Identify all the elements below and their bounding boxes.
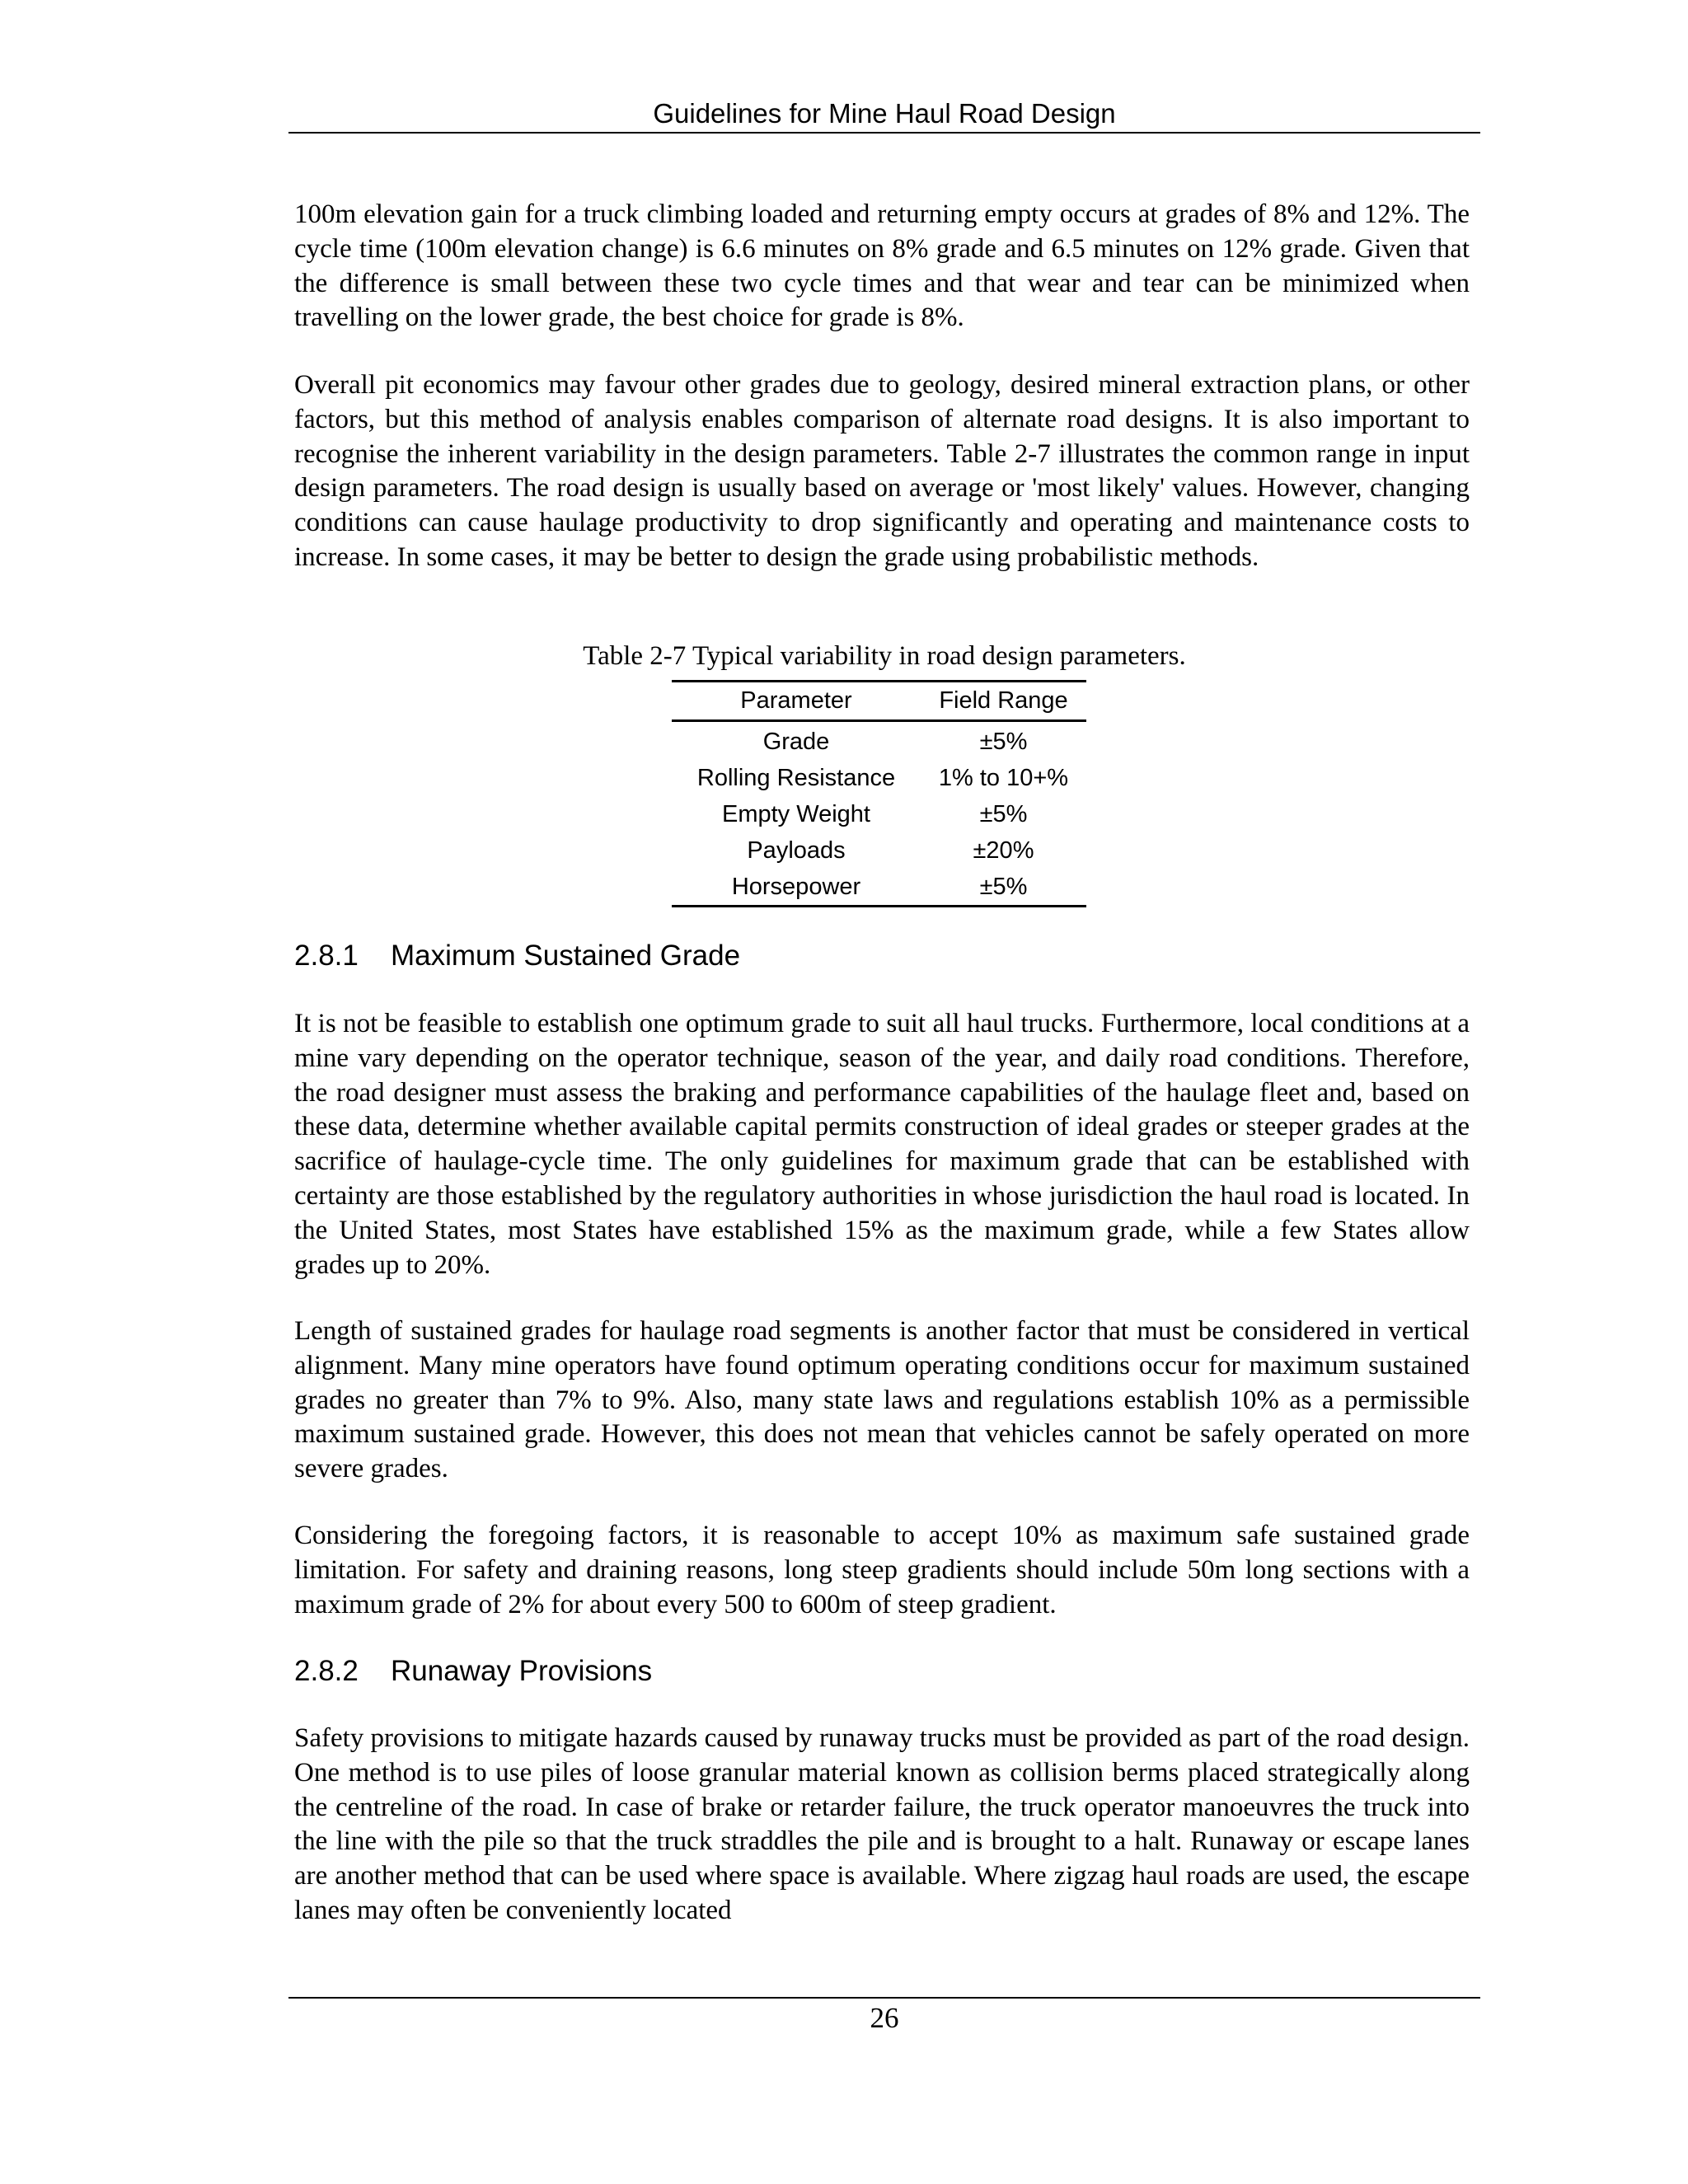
- table-cell: Grade: [762, 728, 830, 755]
- body-paragraph: Length of sustained grades for haulage road segments is another factor that must be considered in vertical alignment. Many mine operators have found optimum operating conditions occur for maximum sustained grades no greater than 7% to 9%. Also, many state laws and regulations establish 10% as a permissible maximum sustained grade. However, this does not mean that vehicles cannot be safely operated on more severe grades.: [294, 1316, 1470, 1484]
- page-number: 26: [870, 2002, 899, 2034]
- section-heading-2-8-1: [294, 938, 740, 974]
- section-number: 2.8.1: [294, 940, 359, 972]
- table-row: [672, 832, 1086, 869]
- variability-table: [672, 680, 1086, 907]
- table-row: [672, 796, 1086, 832]
- running-header: Guidelines for Mine Haul Road Design: [653, 98, 1116, 129]
- table-cell: Rolling Resistance: [696, 764, 896, 791]
- table-cell: 1% to 10+%: [938, 764, 1069, 791]
- body-paragraph: It is not be feasible to establish one optimum grade to suit all haul trucks. Furthermore, local conditions at a mine vary depending on the operator technique, season of the year, and daily road conditions. Therefore, the road designer must assess the braking and performance capabilities of the haulage fleet and, based on these data, determine whether available capital permits construction of ideal grades or steeper grades at the sacrifice of haulage-cycle time. The only guidelines for maximum grade that can be established with certainty are those established by the regulatory authorities in whose jurisdiction the haul road is located. In the United States, most States have established 15% as the maximum grade, while a few States allow grades up to 20%.: [294, 1009, 1470, 1280]
- table-cell: Horsepower: [731, 873, 861, 900]
- body-paragraph: Considering the foregoing factors, it is reasonable to accept 10% as maximum safe sustained grade limitation. For safety and draining reasons, long steep gradients should include 50m long sections with a maximum grade of 2% for about every 500 to 600m of steep gradient.: [294, 1521, 1470, 1619]
- table-cell: Payloads: [747, 837, 846, 864]
- section-heading-2-8-2: [294, 1653, 652, 1690]
- footer-rule: [288, 1997, 1480, 1999]
- body-paragraph: 100m elevation gain for a truck climbing loaded and returning empty occurs at grades of 8% and 12%. The cycle time (100m elevation change) is 6.6 minutes on 8% grade and 6.5 minutes on 12% grade. Given that the difference is small between these two cycle times and that wear and tear can be minimized when travelling on the lower grade, the best choice for grade is 8%.: [294, 199, 1470, 333]
- table-cell: ±5%: [979, 873, 1028, 900]
- column-header-parameter: Parameter: [740, 687, 852, 714]
- body-paragraph: Overall pit economics may favour other grades due to geology, desired mineral extraction plans, or other factors, but this method of analysis enables comparison of alternate road designs. It is also important to recognise the inherent variability in the design parameters. Table 2-7 illustrates the common range in input design parameters. The road design is usually based on average or 'most likely' values. However, changing conditions can cause haulage productivity to drop significantly and operating and maintenance costs to increase. In some cases, it may be better to design the grade using probabilistic methods.: [294, 370, 1470, 572]
- header-rule: [288, 132, 1480, 134]
- section-title: Maximum Sustained Grade: [391, 940, 741, 972]
- table-cell: ±5%: [979, 728, 1028, 755]
- table-row: [672, 869, 1086, 907]
- table-header-row: [672, 682, 1086, 721]
- table-cell: ±5%: [979, 800, 1028, 827]
- table-caption: Table 2-7 Typical variability in road design parameters.: [583, 641, 1186, 671]
- table-cell: ±20%: [973, 837, 1034, 864]
- body-paragraph: Safety provisions to mitigate hazards caused by runaway trucks must be provided as part of the road design. One method is to use piles of loose granular material known as collision berms placed strategically along the centreline of the road. In case of brake or retarder failure, the truck operator manoeuvres the truck into the line with the pile so that the truck straddles the pile and is brought to a halt. Runaway or escape lanes are another method that can be used where space is available. Where zigzag haul roads are used, the escape lanes may often be conveniently located: [294, 1723, 1470, 1925]
- table-cell: Empty Weight: [722, 800, 870, 827]
- table-row: [672, 721, 1086, 761]
- section-number: 2.8.2: [294, 1655, 359, 1687]
- section-title: Runaway Provisions: [391, 1655, 653, 1687]
- column-header-field-range: Field Range: [939, 687, 1068, 714]
- table-row: [672, 760, 1086, 796]
